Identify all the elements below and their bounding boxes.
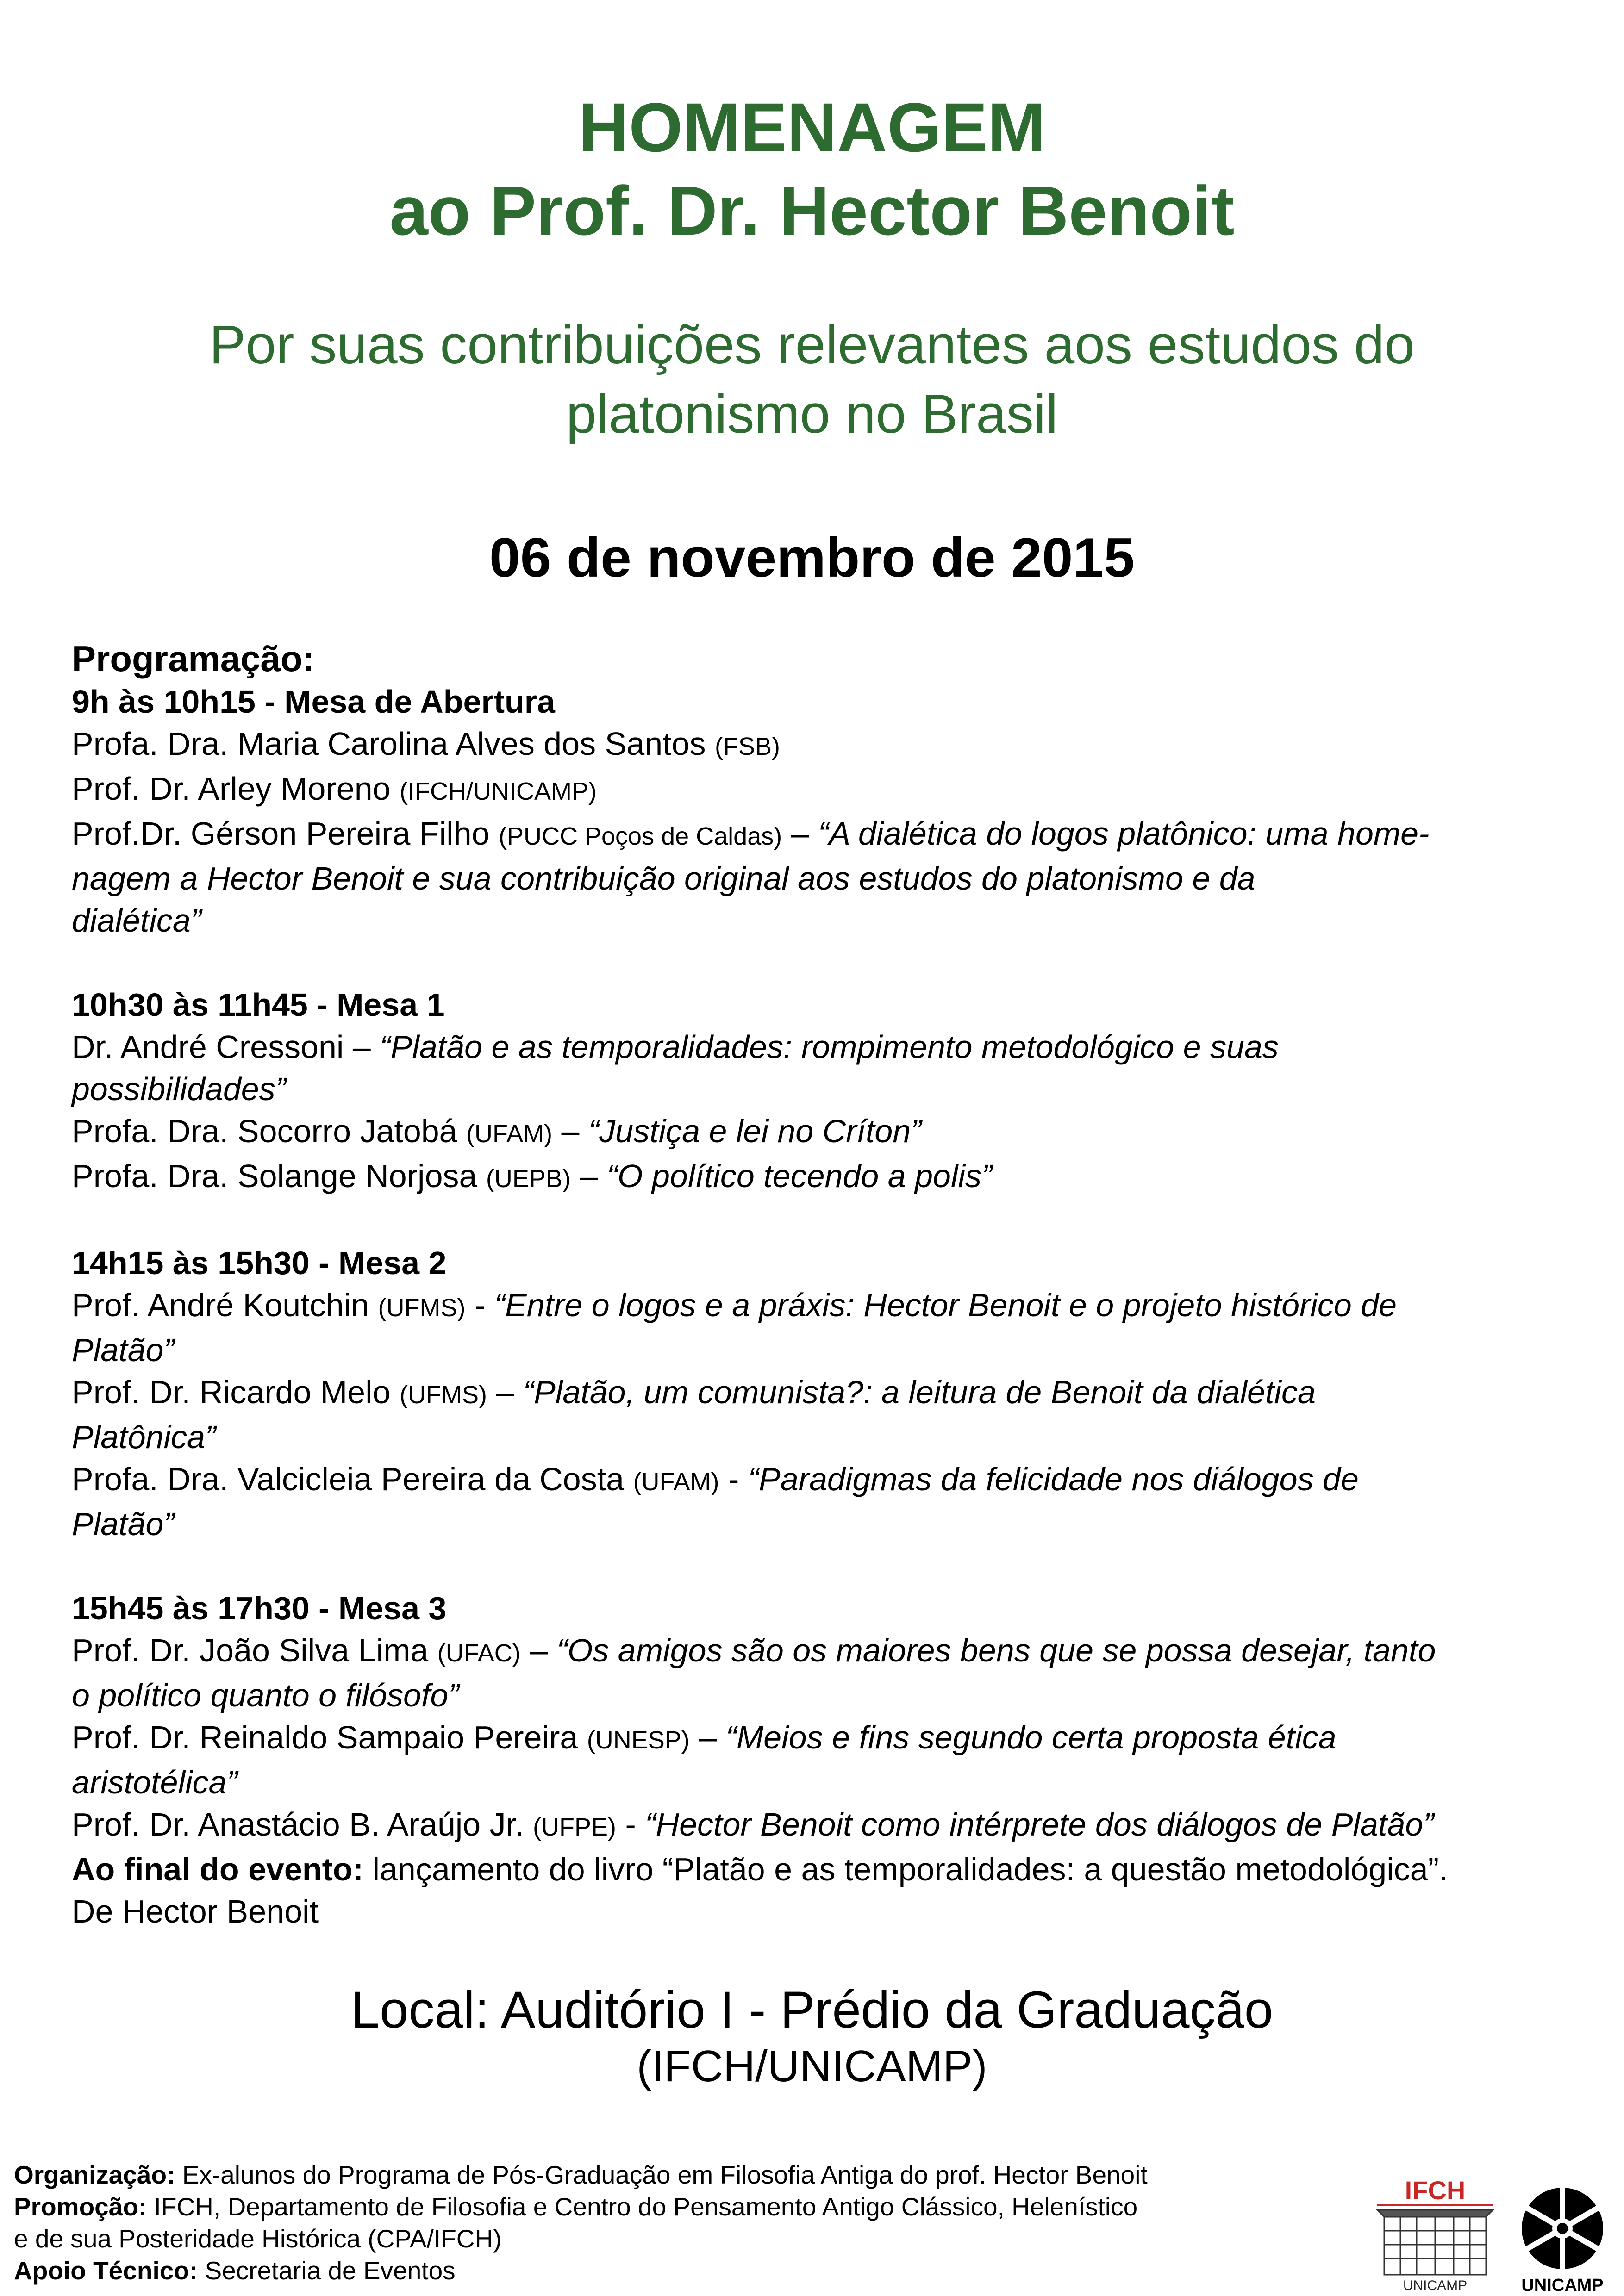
speaker-name: Profa. Dra. Socorro Jatobá: [72, 1113, 467, 1149]
session-line: [72, 1026, 1576, 1068]
speaker-institution: (UFAC): [437, 1639, 521, 1667]
separator: -: [465, 1287, 494, 1323]
session-line: [72, 723, 1576, 768]
separator: –: [570, 1158, 607, 1194]
talk-title: “Meios e fins segundo certa proposta ética: [725, 1719, 1337, 1755]
talk-title: possibilidades”: [72, 1071, 287, 1107]
talk-title: dialética”: [72, 902, 202, 939]
session-time-slot: 15h45 às 17h30 - Mesa 3: [72, 1590, 447, 1626]
talk-title: Platão”: [72, 1506, 175, 1542]
session-time-slot: 14h15 às 15h30 - Mesa 2: [72, 1245, 447, 1281]
speaker-institution: (UFPE): [533, 1813, 617, 1841]
talk-title: Platônica”: [72, 1419, 216, 1455]
talk-title: aristotélica”: [72, 1764, 237, 1800]
title-line-1: HOMENAGEM: [578, 88, 1046, 166]
footer-text: e de sua Posteridade Histórica (CPA/IFCH): [14, 2224, 502, 2253]
session-spacer: [72, 942, 1576, 984]
speaker-name: Prof. André Koutchin: [72, 1287, 378, 1323]
footer-line: [14, 2191, 1333, 2223]
session-line: [72, 1416, 1576, 1458]
session-line: [72, 1284, 1576, 1329]
page-title: [0, 86, 1624, 252]
closing-text: lançamento do livro “Platão e as temporalidades: a questão metodológica”.: [363, 1851, 1448, 1887]
talk-title: Platão”: [72, 1332, 175, 1368]
speaker-institution: (IFCH/UNICAMP): [400, 778, 597, 805]
session-time-slot: 10h30 às 11h45 - Mesa 1: [72, 987, 445, 1023]
ifch-logo-subtext: UNICAMP: [1403, 2278, 1468, 2293]
talk-title: o político quanto o filósofo”: [72, 1677, 459, 1713]
speaker-institution: (UFAM): [633, 1468, 719, 1496]
unicamp-logo: [1505, 2184, 1620, 2296]
speaker-institution: (PUCC Poços de Caldas): [499, 822, 782, 850]
speaker-name: Profa. Dra. Valcicleia Pereira da Costa: [72, 1461, 633, 1497]
separator: -: [616, 1806, 645, 1842]
session-line: [72, 1371, 1576, 1416]
session-line: [72, 1110, 1576, 1155]
speaker-name: Prof. Dr. Anastácio B. Araújo Jr.: [72, 1806, 533, 1842]
session-line: [72, 1458, 1576, 1503]
speaker-institution: (UEPB): [486, 1165, 571, 1193]
session-time-slot: 9h às 10h15 - Mesa de Abertura: [72, 684, 555, 720]
footer-text: IFCH, Departamento de Filosofia e Centro do Pensamento Antigo Clássico, Helenístico: [147, 2192, 1138, 2221]
talk-title: “Os amigos são os maiores bens que se possa desejar, tanto: [556, 1632, 1436, 1668]
speaker-name: Prof. Dr. João Silva Lima: [72, 1632, 437, 1668]
session-line: [72, 858, 1576, 900]
speaker-institution: (FSB): [714, 733, 780, 760]
speaker-name: Prof. Dr. Ricardo Melo: [72, 1374, 400, 1410]
building-icon: [1377, 2210, 1493, 2275]
talk-title: “Paradigmas da felicidade nos diálogos de: [748, 1461, 1359, 1497]
session-spacer: [72, 1545, 1576, 1587]
footer-text: Ex-alunos do Programa de Pós-Graduação em Filosofia Antiga do prof. Hector Benoit: [175, 2160, 1148, 2189]
footer-label: Organização:: [14, 2160, 175, 2189]
session-line: [72, 1329, 1576, 1371]
program-heading: Programação:: [72, 638, 315, 679]
speaker-name: Profa. Dra. Solange Norjosa: [72, 1158, 486, 1194]
program: [72, 636, 1576, 1933]
session-line: [72, 1717, 1576, 1761]
separator: –: [344, 1029, 380, 1065]
speaker-name: Prof.Dr. Gérson Pereira Filho: [72, 815, 499, 852]
ifch-logo-text: IFCH: [1405, 2176, 1466, 2205]
session-line: [72, 1804, 1576, 1848]
talk-title: “Platão e as temporalidades: rompimento metodológico e suas: [380, 1029, 1279, 1065]
talk-title: “A dialética do logos platônico: uma home-: [818, 815, 1430, 852]
speaker-institution: (UNESP): [587, 1726, 690, 1754]
venue: Local: Auditório I - Prédio da Graduação: [350, 1981, 1274, 2039]
unicamp-logo-text: UNICAMP: [1521, 2276, 1604, 2295]
footer-text: Secretaria de Eventos: [198, 2256, 456, 2285]
footer-credits: [14, 2159, 1333, 2287]
ifch-logo: [1368, 2175, 1502, 2293]
closing-line-2: De Hector Benoit: [72, 1893, 319, 1929]
session-line: [72, 1068, 1576, 1110]
talk-title: “O político tecendo a polis”: [606, 1158, 993, 1194]
session-line: [72, 1155, 1576, 1200]
footer-line: [14, 2159, 1333, 2191]
subtitle-line-1: Por suas contribuições relevantes aos estudos do: [209, 314, 1415, 375]
session-line: [72, 1503, 1576, 1545]
talk-title: “Platão, um comunista?: a leitura de Benoit da dialética: [523, 1374, 1316, 1410]
session-spacer: [72, 1200, 1576, 1242]
speaker-name: Dr. André Cressoni: [72, 1029, 344, 1065]
subtitle: [0, 310, 1624, 449]
session-list: [72, 681, 1576, 1848]
speaker-institution: (UFAM): [466, 1120, 553, 1148]
separator: -: [719, 1461, 748, 1497]
separator: –: [487, 1374, 523, 1410]
unicamp-emblem-icon: [1522, 2187, 1603, 2270]
talk-title: “Hector Benoit como intérprete dos diálogos de Platão”: [645, 1806, 1434, 1842]
session-line: [72, 1630, 1576, 1674]
separator: –: [689, 1719, 726, 1755]
separator: –: [520, 1632, 557, 1668]
speaker-institution: (UFMS): [378, 1294, 466, 1322]
footer-line: [14, 2223, 1333, 2255]
talk-title: nagem a Hector Benoit e sua contribuição original aos estudos do platonismo e da: [72, 860, 1255, 896]
footer-line: [14, 2255, 1333, 2287]
footer-label: Promoção:: [14, 2192, 147, 2221]
separator: –: [552, 1113, 588, 1149]
session-line: [72, 813, 1576, 858]
speaker-name: Prof. Dr. Arley Moreno: [72, 771, 400, 807]
session-line: [72, 1674, 1576, 1717]
speaker-name: Profa. Dra. Maria Carolina Alves dos Santos: [72, 726, 715, 762]
closing-note: [72, 1848, 1576, 1891]
talk-title: “Justiça e lei no Críton”: [588, 1113, 922, 1149]
closing-label: Ao final do evento:: [72, 1851, 363, 1887]
title-line-2: ao Prof. Dr. Hector Benoit: [389, 172, 1235, 249]
footer-label: Apoio Técnico:: [14, 2256, 198, 2285]
session-line: [72, 768, 1576, 813]
venue-institution: (IFCH/UNICAMP): [637, 2041, 987, 2091]
separator: –: [782, 815, 818, 852]
subtitle-line-2: platonismo no Brasil: [566, 384, 1058, 445]
speaker-name: Prof. Dr. Reinaldo Sampaio Pereira: [72, 1719, 587, 1755]
event-date: 06 de novembro de 2015: [489, 527, 1135, 589]
session-line: [72, 1761, 1576, 1804]
speaker-institution: (UFMS): [400, 1381, 487, 1409]
session-line: [72, 900, 1576, 942]
talk-title: “Entre o logos e a práxis: Hector Benoit e o projeto histórico de: [494, 1287, 1397, 1323]
